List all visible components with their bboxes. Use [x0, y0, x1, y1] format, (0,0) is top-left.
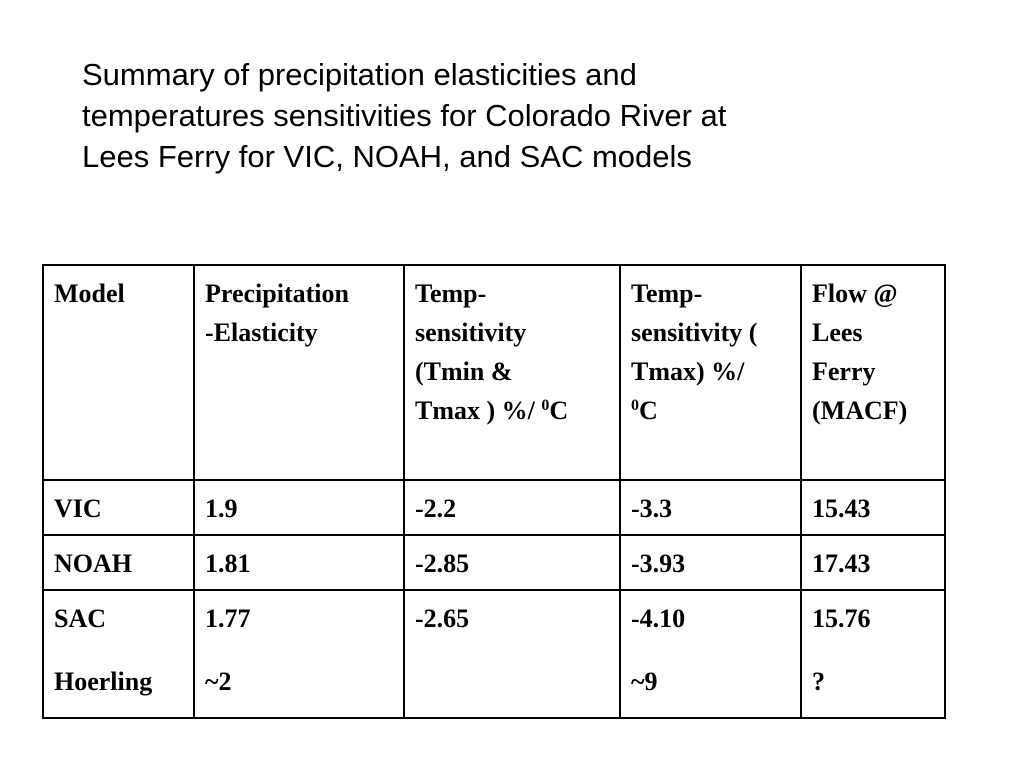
slide-title	[82, 54, 942, 177]
cell-precip: 1.77 ~2	[194, 590, 404, 718]
cell-flow: 15.76 ?	[801, 590, 945, 718]
slide-title-line: Lees Ferry for VIC, NOAH, and SAC models	[82, 139, 692, 174]
summary-table	[42, 264, 946, 719]
table-header-row	[43, 265, 945, 480]
cell-precip: 1.9	[194, 480, 404, 535]
cell-hoerling-flow: ?	[812, 667, 825, 696]
cell-temp-both: -2.65	[404, 590, 620, 718]
header-flow-lees-ferry: Flow @ Lees Ferry (MACF)	[801, 265, 945, 480]
table-row	[43, 535, 945, 590]
slide-title-line: Summary of precipitation elasticities and	[82, 57, 637, 92]
cell-precip: 1.81	[194, 535, 404, 590]
cell-temp-both: -2.85	[404, 535, 620, 590]
cell-hoerling-model: Hoerling	[54, 667, 153, 696]
cell-model: VIC	[43, 480, 194, 535]
cell-hoerling-temp-max: ~9	[631, 667, 658, 696]
cell-temp-max: -3.93	[620, 535, 801, 590]
table-row	[43, 480, 945, 535]
cell-hoerling-precip: ~2	[205, 667, 232, 696]
header-temp-sensitivity-tmax: Temp- sensitivity ( Tmax) %/ $^0$C	[620, 265, 801, 480]
header-precipitation-elasticity: Precipitation -Elasticity	[194, 265, 404, 480]
table-row	[43, 590, 945, 718]
cell-flow: 15.43	[801, 480, 945, 535]
cell-temp-both: -2.2	[404, 480, 620, 535]
cell-model: SAC Hoerling	[43, 590, 194, 718]
header-model: Model	[43, 265, 194, 480]
cell-temp-max: -4.10 ~9	[620, 590, 801, 718]
header-temp-sensitivity-tmin-tmax: Temp- sensitivity (Tmin & Tmax ) %/ $^0$C	[404, 265, 620, 480]
cell-temp-max: -3.3	[620, 480, 801, 535]
slide-title-line: temperatures sensitivities for Colorado River at	[82, 98, 727, 133]
cell-model: NOAH	[43, 535, 194, 590]
cell-flow: 17.43	[801, 535, 945, 590]
